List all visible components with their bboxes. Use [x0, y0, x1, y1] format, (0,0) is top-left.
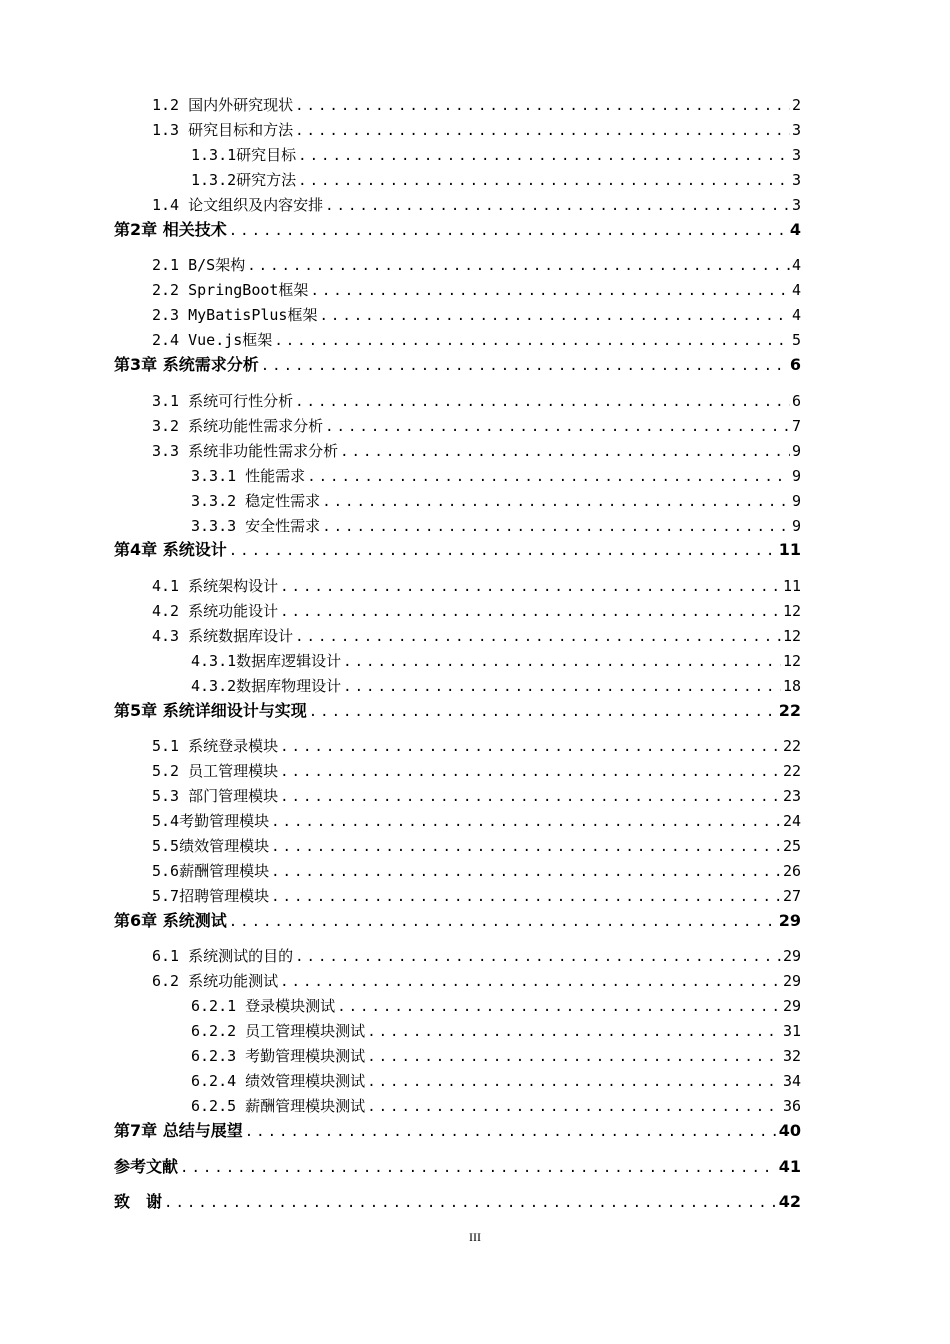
toc-entry-page: 6: [791, 392, 801, 410]
toc-entry-page: 29: [782, 997, 801, 1015]
toc-dot-leader: [343, 677, 781, 697]
toc-dot-leader: [322, 517, 790, 537]
toc-chapter-entry[interactable]: [114, 1189, 801, 1213]
toc-section-entry[interactable]: [114, 833, 801, 857]
toc-entry-title: 1.3.1研究目标: [191, 146, 297, 164]
toc-entry-page: 25: [782, 837, 801, 855]
toc-entry-page: 29: [782, 972, 801, 990]
toc-dot-leader: [280, 577, 781, 597]
toc-entry-title: 4.2 系统功能设计: [152, 602, 279, 620]
toc-dot-leader: [229, 541, 777, 561]
toc-entry-title: 3.3.2 稳定性需求: [191, 492, 321, 510]
toc-dot-leader: [367, 1022, 781, 1042]
toc-entry-title: 第6章 系统测试: [114, 911, 227, 930]
toc-dot-leader: [298, 171, 790, 191]
toc-dot-leader: [180, 1158, 777, 1178]
toc-section-entry[interactable]: [114, 783, 801, 807]
toc-entry-title: 4.3.2数据库物理设计: [191, 677, 342, 695]
toc-entry-page: 3: [791, 146, 801, 164]
toc-entry-title: 3.3.3 安全性需求: [191, 517, 321, 535]
toc-dot-leader: [309, 702, 777, 722]
toc-entry-page: 24: [782, 812, 801, 830]
toc-dot-leader: [229, 221, 788, 241]
toc-dot-leader: [343, 652, 781, 672]
toc-entry-page: 41: [778, 1157, 801, 1176]
toc-dot-leader: [367, 1097, 781, 1117]
toc-dot-leader: [271, 862, 781, 882]
toc-chapter-entry[interactable]: [114, 537, 801, 561]
toc-entry-title: 3.2 系统功能性需求分析: [152, 417, 324, 435]
toc-entry-page: 9: [791, 442, 801, 460]
toc-entry-title: 4.3 系统数据库设计: [152, 627, 294, 645]
toc-entry-title: 3.3.1 性能需求: [191, 467, 306, 485]
toc-entry-page: 3: [791, 121, 801, 139]
toc-entry-title: 5.7招聘管理模块: [152, 887, 270, 905]
toc-section-entry[interactable]: [114, 808, 801, 832]
toc-chapter-entry[interactable]: [114, 352, 801, 376]
toc-entry-title: 5.3 部门管理模块: [152, 787, 279, 805]
toc-dot-leader: [307, 467, 790, 487]
toc-entry-title: 6.2 系统功能测试: [152, 972, 279, 990]
toc-entry-title: 2.4 Vue.js框架: [152, 331, 273, 349]
toc-section-entry[interactable]: [114, 252, 801, 276]
toc-entry-title: 参考文献: [114, 1157, 179, 1176]
toc-dot-leader: [295, 947, 781, 967]
toc-dot-leader: [295, 392, 790, 412]
toc-section-entry[interactable]: [114, 758, 801, 782]
toc-entry-page: 7: [791, 417, 801, 435]
toc-entry-title: 6.2.1 登录模块测试: [191, 997, 336, 1015]
toc-entry-page: 22: [782, 762, 801, 780]
toc-chapter-entry[interactable]: [114, 217, 801, 241]
toc-section-entry[interactable]: [114, 167, 801, 191]
toc-entry-title: 5.5绩效管理模块: [152, 837, 270, 855]
toc-entry-title: 2.2 SpringBoot框架: [152, 281, 309, 299]
toc-entry-title: 致 谢: [114, 1192, 163, 1211]
toc-entry-title: 3.1 系统可行性分析: [152, 392, 294, 410]
toc-section-entry[interactable]: [114, 1093, 801, 1117]
page-number: III: [469, 1230, 481, 1244]
toc-entry-page: 26: [782, 862, 801, 880]
toc-section-entry[interactable]: [114, 883, 801, 907]
toc-dot-leader: [271, 812, 781, 832]
toc-entry-page: 36: [782, 1097, 801, 1115]
toc-entry-page: 12: [782, 602, 801, 620]
toc-dot-leader: [280, 602, 781, 622]
toc-section-entry[interactable]: [114, 858, 801, 882]
toc-entry-page: 11: [782, 577, 801, 595]
toc-dot-leader: [337, 997, 781, 1017]
toc-entry-page: 12: [782, 652, 801, 670]
toc-chapter-entry[interactable]: [114, 1154, 801, 1178]
toc-dot-leader: [367, 1072, 781, 1092]
toc-dot-leader: [298, 146, 790, 166]
toc-entry-page: 31: [782, 1022, 801, 1040]
toc-entry-page: 4: [789, 220, 801, 239]
toc-section-entry[interactable]: [114, 968, 801, 992]
toc-dot-leader: [271, 837, 781, 857]
toc-section-entry[interactable]: [114, 623, 801, 647]
toc-section-entry[interactable]: [114, 327, 801, 351]
toc-dot-leader: [295, 96, 790, 116]
toc-entry-page: 23: [782, 787, 801, 805]
toc-entry-title: 4.3.1数据库逻辑设计: [191, 652, 342, 670]
toc-entry-title: 第4章 系统设计: [114, 540, 227, 559]
toc-entry-page: 18: [782, 677, 801, 695]
toc-dot-leader: [280, 972, 781, 992]
toc-section-entry[interactable]: [114, 413, 801, 437]
toc-entry-page: 32: [782, 1047, 801, 1065]
toc-dot-leader: [245, 1122, 777, 1142]
toc-dot-leader: [310, 281, 790, 301]
toc-entry-title: 5.6薪酬管理模块: [152, 862, 270, 880]
toc-entry-page: 40: [778, 1121, 801, 1140]
toc-dot-leader: [229, 912, 777, 932]
toc-dot-leader: [280, 762, 781, 782]
toc-section-entry[interactable]: [114, 92, 801, 116]
toc-entry-page: 11: [778, 540, 801, 559]
toc-entry-title: 第5章 系统详细设计与实现: [114, 701, 307, 720]
toc-entry-page: 22: [778, 701, 801, 720]
toc-entry-page: 4: [791, 256, 801, 274]
toc-section-entry[interactable]: [114, 513, 801, 537]
toc-entry-title: 第7章 总结与展望: [114, 1121, 243, 1140]
toc-section-entry[interactable]: [114, 488, 801, 512]
toc-chapter-entry[interactable]: [114, 908, 801, 932]
toc-dot-leader: [340, 442, 790, 462]
toc-entry-page: 3: [791, 196, 801, 214]
toc-entry-page: 12: [782, 627, 801, 645]
toc-entry-title: 3.3 系统非功能性需求分析: [152, 442, 339, 460]
toc-entry-page: 6: [789, 355, 801, 374]
toc-entry-title: 2.1 B/S架构: [152, 256, 246, 274]
toc-dot-leader: [261, 356, 788, 376]
toc-section-entry[interactable]: [114, 993, 801, 1017]
toc-section-entry[interactable]: [114, 192, 801, 216]
toc-entry-page: 34: [782, 1072, 801, 1090]
toc-section-entry[interactable]: [114, 142, 801, 166]
toc-entry-title: 6.2.2 员工管理模块测试: [191, 1022, 366, 1040]
toc-entry-page: 29: [782, 947, 801, 965]
toc-chapter-entry[interactable]: [114, 698, 801, 722]
toc-entry-title: 6.1 系统测试的目的: [152, 947, 294, 965]
toc-section-entry[interactable]: [114, 1043, 801, 1067]
toc-section-entry[interactable]: [114, 573, 801, 597]
toc-entry-title: 第2章 相关技术: [114, 220, 227, 239]
toc-entry-title: 4.1 系统架构设计: [152, 577, 279, 595]
toc-section-entry[interactable]: [114, 302, 801, 326]
toc-dot-leader: [164, 1193, 777, 1213]
toc-entry-page: 5: [791, 331, 801, 349]
toc-dot-leader: [295, 627, 781, 647]
toc-entry-title: 1.4 论文组织及内容安排: [152, 196, 324, 214]
toc-entry-page: 9: [791, 517, 801, 535]
toc-entry-title: 1.3 研究目标和方法: [152, 121, 294, 139]
toc-entry-page: 2: [791, 96, 801, 114]
toc-entry-title: 1.2 国内外研究现状: [152, 96, 294, 114]
toc-entry-title: 6.2.4 绩效管理模块测试: [191, 1072, 366, 1090]
toc-section-entry[interactable]: [114, 943, 801, 967]
toc-entry-page: 4: [791, 281, 801, 299]
toc-section-entry[interactable]: [114, 648, 801, 672]
toc-dot-leader: [271, 887, 781, 907]
toc-entry-page: 3: [791, 171, 801, 189]
toc-entry-title: 第3章 系统需求分析: [114, 355, 259, 374]
toc-entry-title: 5.1 系统登录模块: [152, 737, 279, 755]
toc-dot-leader: [274, 331, 790, 351]
toc-entry-title: 2.3 MyBatisPlus框架: [152, 306, 318, 324]
toc-section-entry[interactable]: [114, 438, 801, 462]
toc-section-entry[interactable]: [114, 733, 801, 757]
toc-section-entry[interactable]: [114, 388, 801, 412]
toc-entry-title: 6.2.5 薪酬管理模块测试: [191, 1097, 366, 1115]
toc-section-entry[interactable]: [114, 1068, 801, 1092]
toc-entry-page: 22: [782, 737, 801, 755]
toc-section-entry[interactable]: [114, 117, 801, 141]
toc-section-entry[interactable]: [114, 1018, 801, 1042]
toc-section-entry[interactable]: [114, 673, 801, 697]
toc-dot-leader: [280, 787, 781, 807]
toc-entry-title: 5.2 员工管理模块: [152, 762, 279, 780]
toc-dot-leader: [325, 417, 790, 437]
toc-section-entry[interactable]: [114, 463, 801, 487]
toc-section-entry[interactable]: [114, 277, 801, 301]
toc-chapter-entry[interactable]: [114, 1118, 801, 1142]
toc-entry-page: 9: [791, 492, 801, 510]
toc-entry-title: 1.3.2研究方法: [191, 171, 297, 189]
toc-dot-leader: [280, 737, 781, 757]
toc-entry-title: 6.2.3 考勤管理模块测试: [191, 1047, 366, 1065]
toc-dot-leader: [295, 121, 790, 141]
toc-dot-leader: [319, 306, 790, 326]
toc-dot-leader: [367, 1047, 781, 1067]
toc-section-entry[interactable]: [114, 598, 801, 622]
toc-dot-leader: [322, 492, 790, 512]
toc-entry-page: 4: [791, 306, 801, 324]
toc-entry-title: 5.4考勤管理模块: [152, 812, 270, 830]
toc-entry-page: 42: [778, 1192, 801, 1211]
toc-dot-leader: [325, 196, 790, 216]
toc-entry-page: 29: [778, 911, 801, 930]
toc-entry-page: 9: [791, 467, 801, 485]
toc-dot-leader: [247, 256, 790, 276]
toc-entry-page: 27: [782, 887, 801, 905]
